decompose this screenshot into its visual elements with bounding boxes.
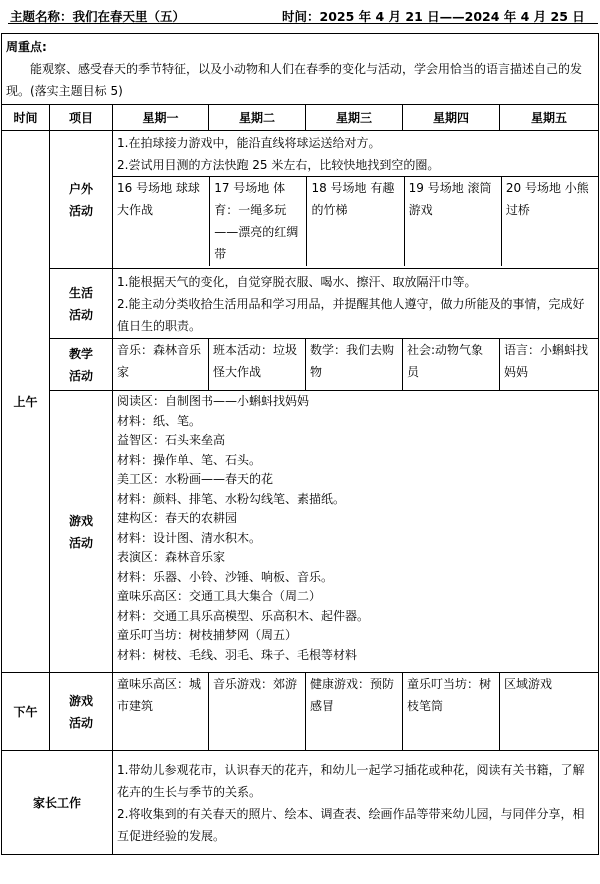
teaching-label-line1: 教学 xyxy=(68,346,93,361)
outdoor-label-line2: 活动 xyxy=(68,203,93,218)
afternoon-monday: 童味乐高区：城市建筑 xyxy=(113,673,209,751)
parents-row xyxy=(2,751,599,855)
column-header-row xyxy=(2,105,599,131)
morning-label: 上午 xyxy=(2,131,50,673)
focus-row xyxy=(2,34,599,105)
parents-line-2: 2.将收集到的有关春天的照片、绘本、调查表、绘画作品等带来幼儿园，与同伴分享，相互促进经验的发展。 xyxy=(117,806,585,843)
game-label xyxy=(50,391,113,673)
parents-label: 家长工作 xyxy=(2,751,113,855)
life-goal-1: 1.能根据天气的变化，自觉穿脱衣服、喝水、擦汗、取放隔汗巾等。 xyxy=(117,274,477,289)
afternoon-wednesday: 健康游戏：预防感冒 xyxy=(306,673,403,751)
game-line: 材料：纸、笔。 xyxy=(117,413,202,428)
tuesday-header: 星期二 xyxy=(209,105,306,131)
outdoor-content xyxy=(113,131,599,269)
item-header: 项目 xyxy=(50,105,113,131)
weekly-plan-table xyxy=(1,33,599,855)
outdoor-goal-1: 1.在拍球接力游戏中，能沿直线将球运送给对方。 xyxy=(117,136,381,150)
life-label xyxy=(50,269,113,339)
date-range: 时间：2025 年 4 月 21 日——2024 年 4 月 25 日 xyxy=(282,9,585,24)
life-content xyxy=(113,269,599,339)
outdoor-monday: 16 号场地 球球大作战 xyxy=(117,181,200,217)
friday-header: 星期五 xyxy=(500,105,599,131)
game-label-line1: 游戏 xyxy=(68,513,93,528)
time-header: 时间 xyxy=(2,105,50,131)
game-content xyxy=(113,391,599,673)
theme-title: 主题名称：我们在春天里（五） xyxy=(10,9,186,24)
wednesday-header: 星期三 xyxy=(306,105,403,131)
game-line: 材料：颜料、排笔、水粉勾线笔、素描纸。 xyxy=(117,491,346,506)
thursday-header: 星期四 xyxy=(403,105,500,131)
outdoor-row xyxy=(2,131,599,269)
afternoon-game-label-line1: 游戏 xyxy=(68,693,93,708)
plan-header xyxy=(8,2,598,26)
outdoor-goal-2: 2.尝试用目测的方法快跑 25 米左右，比较快地找到空的圈。 xyxy=(117,158,440,172)
game-line: 美工区：水粉画——春天的花 xyxy=(117,472,274,486)
game-label-line2: 活动 xyxy=(68,535,93,550)
outdoor-wednesday: 18 号场地 有趣的竹梯 xyxy=(306,177,403,266)
life-row xyxy=(2,269,599,339)
game-line: 建构区：春天的农耕园 xyxy=(117,511,238,525)
game-line: 童乐叮当坊：树枝捕梦网（周五） xyxy=(117,628,298,642)
teaching-monday: 音乐：森林音乐家 xyxy=(113,339,209,391)
teaching-label-line2: 活动 xyxy=(68,368,93,383)
afternoon-game-label xyxy=(50,673,113,751)
outdoor-label-line1: 户外 xyxy=(68,181,93,196)
game-line: 童味乐高区：交通工具大集合（周二） xyxy=(117,589,322,603)
outdoor-tuesday: 17 号场地 体育：一绳多玩——漂亮的红绸带 xyxy=(209,177,306,266)
header-divider xyxy=(8,23,598,24)
game-line: 材料：交通工具乐高模型、乐高积木、起件器。 xyxy=(117,608,370,623)
game-line: 材料：乐器、小铃、沙锤、响板、音乐。 xyxy=(117,569,334,584)
outdoor-thursday: 19 号场地 滚筒游戏 xyxy=(404,177,501,266)
afternoon-row xyxy=(2,673,599,751)
teaching-row xyxy=(2,339,599,391)
afternoon-game-label-line2: 活动 xyxy=(68,715,93,730)
monday-header: 星期一 xyxy=(113,105,209,131)
game-line: 材料：设计图、清水积木。 xyxy=(117,530,262,545)
focus-label: 周重点: xyxy=(6,40,47,54)
focus-text: 能观察、感受春天的季节特征，以及小动物和人们在春季的变化与活动，学会用恰当的语言描述自己的发现。(落实主题目标 5) xyxy=(6,62,583,98)
teaching-label xyxy=(50,339,113,391)
game-line: 材料：树枝、毛线、羽毛、珠子、毛根等材料 xyxy=(117,647,358,662)
life-label-line2: 活动 xyxy=(68,307,93,322)
parents-content xyxy=(113,751,599,855)
teaching-wednesday: 数学：我们去购物 xyxy=(306,339,403,391)
game-line: 阅读区：自制图书——小蝌蚪找妈妈 xyxy=(117,394,310,408)
life-goal-2: 2.能主动分类收拾生活用品和学习用品，并提醒其他人遵守，做力所能及的事情，完成好值日生的职责。 xyxy=(117,296,585,333)
outdoor-friday: 20 号场地 小熊过桥 xyxy=(501,177,598,266)
game-line: 材料：操作单、笔、石头。 xyxy=(117,452,262,467)
outdoor-label xyxy=(50,131,113,269)
game-row xyxy=(2,391,599,673)
afternoon-thursday: 童乐叮当坊：树枝笔筒 xyxy=(403,673,500,751)
game-line: 益智区：石头来垒高 xyxy=(117,433,226,447)
afternoon-tuesday: 音乐游戏：郊游 xyxy=(209,673,306,751)
teaching-friday: 语言：小蝌蚪找妈妈 xyxy=(500,339,599,391)
teaching-thursday: 社会:动物气象员 xyxy=(403,339,500,391)
afternoon-friday: 区域游戏 xyxy=(500,673,599,751)
parents-line-1: 1.带幼儿参观花市，认识春天的花卉，和幼儿一起学习插花或种花，阅读有关书籍，了解花卉的生长与季节的关系。 xyxy=(117,762,585,799)
life-label-line1: 生活 xyxy=(68,285,93,300)
teaching-tuesday: 班本活动：垃圾怪大作战 xyxy=(209,339,306,391)
game-line: 表演区：森林音乐家 xyxy=(117,550,226,564)
afternoon-label: 下午 xyxy=(2,673,50,751)
